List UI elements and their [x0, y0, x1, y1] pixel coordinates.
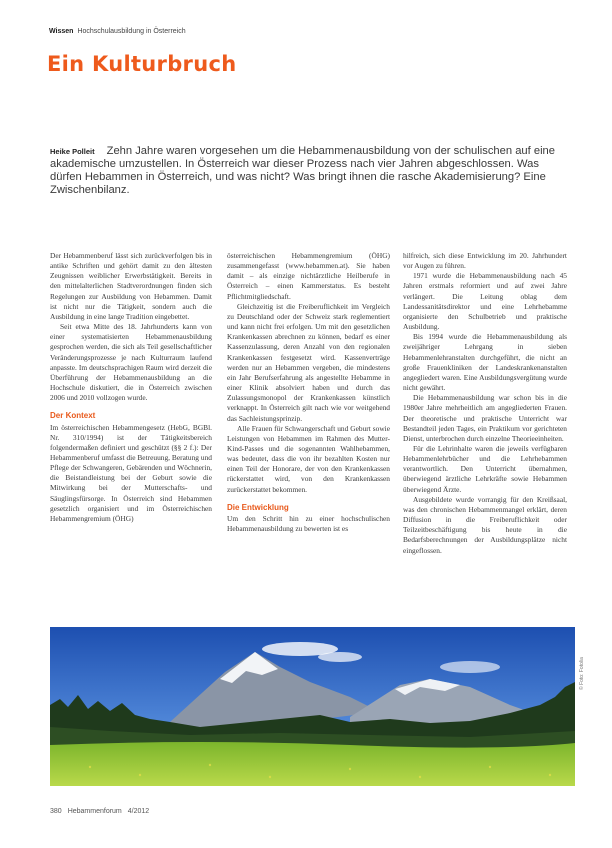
issue-number: 4/2012 — [127, 808, 150, 815]
paragraph: Seit etwa Mitte des 18. Jahrhunderts kann von einer systematisierten Hebammenausbildung gesprochen werden, die sich als Teil gesellschaftlicher Veränderungsprozesse je nach Kulturraum laufend anpasste. Im deutschsprachigen Raum wird derzeit die Überführung der Hebammenausbildung an die Hochschule diskutiert, die in Österreich zwischen 2006 und 2010 vollzogen wurde. — [50, 322, 212, 403]
paragraph: 1971 wurde die Hebammenausbildung nach 45 Jahren erstmals reformiert und auf zwei Jahre verlängert. Die Leitung oblag dem Landessanitätsdirektor und eine Lehrhebamme organisierte den Schulbetrieb und praktische Ausbildung. — [403, 271, 567, 332]
paragraph: Bis 1994 wurde die Hebammenausbildung als zweijähriger Lehrgang in sieben Hebammenlehranstalten durchgeführt, die nicht an große Frauenkliniken der Landeskrankenanstalten angegliedert waren. Eine Ausbildungsvergütung wurde nicht gewährt. — [403, 332, 567, 393]
subheading-entwicklung: Die Entwicklung — [227, 502, 289, 512]
magazine-name: Hebammenforum — [67, 808, 122, 815]
paragraph: Ausgebildete wurde vorrangig für den Kreißsaal, was den chronischen Hebammenmangel erklärt, deren Diffusion in die Freiberuflichkeit oder Teilzeitbeschäftigung bis heute in die Bedarfsberechnungen der Ausbildungsplätze nicht eingeflossen. — [403, 494, 567, 555]
article-title: Ein Kulturbruch — [47, 52, 237, 76]
text-column-2 — [227, 251, 390, 534]
paragraph: Der Hebammenberuf lässt sich zurückverfolgen bis in antike Schriften und gehört damit zu den ältesten Zeugnissen weiblicher Erwerbstätigkeit. Bereits in den mittelalterlichen Stadtverordnungen finden sich Regelungen zur Ausbildung von Hebammen. Damit ist nicht nur die Tätigkeit, sondern auch die Ausbildung in eine lange Tradition eingebettet. — [50, 251, 212, 321]
author-name: Heike Polleit — [50, 147, 95, 156]
article-lead — [50, 145, 572, 197]
paragraph: Um den Schritt hin zu einer hochschulischen Hebammenausbildung zu bewerten ist es — [227, 513, 390, 534]
mountain-landscape-image — [50, 627, 575, 786]
page-number: 380 — [50, 808, 62, 815]
text-column-3 — [403, 251, 567, 556]
paragraph: Gleichzeitig ist die Freiberuflichkeit im Vergleich zu Deutschland oder der Schweiz stark reglementiert und kann nicht frei erfolgen. Um mit den gesetzlichen Krankenkassen abrechnen zu können, bedarf es einer Kassenzulassung, deren Anzahl von den regionalen Krankenkassen festgesetzt wird. Kassenverträge werden nur an Hebammen vergeben, die mindestens ein Jahr Berufserfahrung als angestellte Hebamme in einer Klinik absolviert haben und durch das Zulassungsmonopol der Krankenkassen künstlich verknappt. In Österreich gilt nach wie vor weitgehend das Sachleistungsprinzip. — [227, 301, 390, 423]
paragraph: Alle Frauen für Schwangerschaft und Geburt sowie Leistungen von Hebammen im Rahmen des Mutter-Kind-Passes und die sogenannten Wahlhebammen, was bedeutet, dass die von ihr bezahlten Kosten nur einen Teil der Honorare, der von den Krankenkassen rückerstattet wird, von den Krankenkassen zurückerstattet bekommen. — [227, 423, 390, 494]
running-header — [49, 28, 186, 35]
topic-label: Hochschulausbildung in Österreich — [77, 28, 186, 35]
landscape-photo — [50, 627, 575, 786]
paragraph: hilfreich, sich diese Entwicklung im 20. Jahrhundert vor Augen zu führen. — [403, 251, 567, 271]
paragraph: Die Hebammenausbildung war schon bis in die 1980er Jahre mehrheitlich am angegliederten Frauen. Der theoretische und praktische Unterricht war Bestandteil jeden Tages, ein Praktikum vor gerichteten Dienst, unterbrochen durch einzelne Theorieeinheiten. — [403, 393, 567, 443]
paragraph: Für die Lehrinhalte waren die jeweils verfügbaren Hebammenlehrbücher und die Lehrhebammen verantwortlich. Den Unterricht übernahmen, überwiegend ärztliche Lehrkräfte sowie Hebammen überwiegend Ärzte. — [403, 443, 567, 494]
lead-text: Zehn Jahre waren vorgesehen um die Hebammenausbildung von der schulischen auf eine akademische umzustellen. In Österreich war dieser Prozess nach vier Jahren abgeschlossen. Was dürfen Hebammen in Österreich, und was nicht? Was bringt ihnen die rasche Akademisierung? Eine Zwischenbilanz. — [50, 145, 556, 197]
page-footer — [50, 808, 155, 815]
photo-credit: © Foto: Fotolia — [579, 657, 585, 690]
paragraph: Im österreichischen Hebammengesetz (HebG, BGBl. Nr. 310/1994) ist der Tätigkeitsbereich folgendermaßen definiert und geschützt (§§ 2 f.): Der Hebammenberuf umfasst die Betreuung, Beratung und Pflege der Schwangeren, Gebärenden und Wöchnerin, die Beistandleistung bei der Geburt sowie die Mitwirkung bei der Mutterschafts- und Säuglingsfürsorge. In Österreich sind Hebammen gesetzlich organisiert und im Österreichischen Hebammengremium (ÖHG) — [50, 422, 212, 523]
text-column-1 — [50, 251, 212, 524]
paragraph: österreichischen Hebammengremium (ÖHG) zusammengefasst (www.hebammen.at). Sie haben damit – als einzige nichtärztliche Heilberufe in Österreich – einen Kammerstatus. Es besteht Pflichtmitgliedschaft. — [227, 251, 390, 301]
subheading-kontext: Der Kontext — [50, 411, 96, 421]
section-label: Wissen — [49, 28, 74, 35]
